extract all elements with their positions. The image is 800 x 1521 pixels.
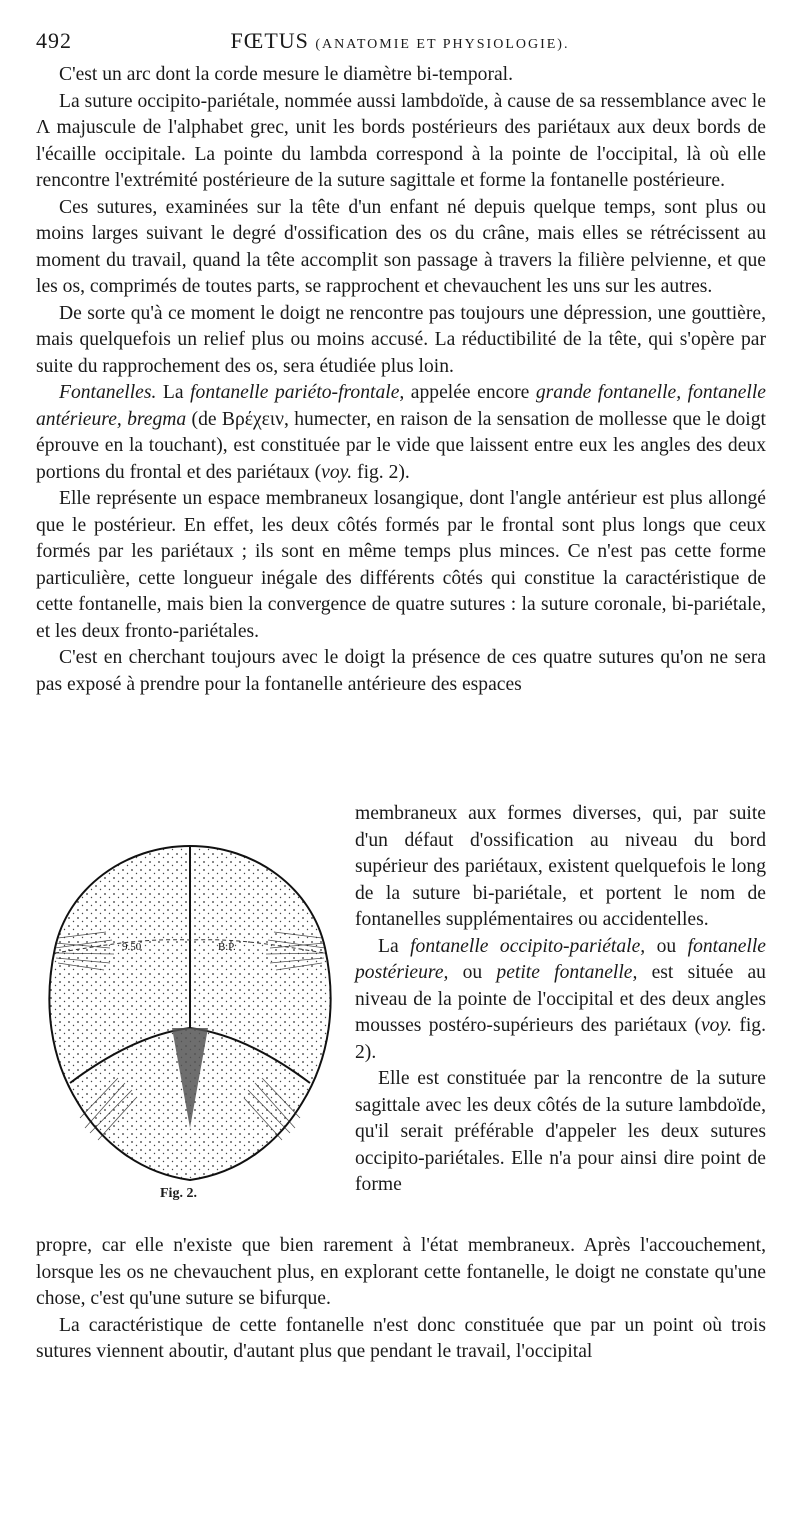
- figure-caption: Fig. 2.: [160, 1186, 197, 1201]
- paragraph: C'est un arc dont la corde mesure le diamètre bi-temporal.: [59, 64, 514, 85]
- paragraph: De sorte qu'à ce moment le doigt ne rencontre pas toujours une dépression, une gouttière, mais quelquefois un relief plus ou moins accusé. La réductibilité de la tête, qui s'opère par suite du rapprochement des os, sera étudiée plus loin.: [36, 302, 766, 377]
- text-run: fig. 2).: [355, 1015, 766, 1063]
- text-run: La: [156, 382, 191, 403]
- paragraph: La suture occipito-pariétale, nommée aussi lambdoïde, à cause de sa ressemblance avec le Λ majuscule de l'alphabet grec, unit les bords postérieurs des pariétaux aux deux bords de l'écaille occipitale. La pointe du lambda correspond à la pointe de l'occipital, là où elle rencontre l'extrémité postérieure de la suture sagittale et forme la fontanelle postérieure.: [36, 90, 766, 191]
- italic-term: fontanelle pariéto-frontale,: [190, 382, 405, 403]
- paragraph: C'est en cherchant toujours avec le doigt la présence de ces quatre sutures qu'on ne sera pas exposé à prendre pour la fontanelle antérieure des espaces: [36, 647, 766, 695]
- paragraph: propre, car elle n'existe que bien rarement à l'état membraneux. Après l'accouchement, lorsque les os ne chevauchent plus, en explorant cette fontanelle, le doigt ne constate qu'une chose, c'est qu'une suture se bifurque.: [36, 1235, 766, 1309]
- main-text: [36, 62, 766, 698]
- wrapped-text: [355, 801, 766, 1199]
- skull-illustration: [40, 828, 340, 1188]
- title-sub: (ANATOMIE ET PHYSIOLOGIE).: [315, 37, 570, 52]
- paragraph-posterior-fontanelle: [355, 934, 766, 1067]
- italic-term: grande fontanelle, fontanelle antérieure, bregma: [36, 382, 766, 430]
- text-run: (de Βρέχειν, humecter, en raison de la sensation de mollesse que le doigt éprouve en la touchant), est constituée par le vide que laissent entre eux les angles des deux portions du frontal et des pariétaux (: [36, 408, 766, 483]
- italic-term: fontanelle postérieure,: [355, 935, 766, 983]
- paragraph-fontanelles: [36, 380, 766, 486]
- paragraph: membraneux aux formes diverses, qui, par suite d'un défaut d'ossification au niveau du bord supérieur des pariétaux, existent quelquefois le long de la suture bi-pariétale, et portent le nom de fontanelles supplémentaires ou accidentelles.: [355, 803, 766, 930]
- text-run: La: [378, 935, 411, 957]
- figure-skull: [40, 828, 340, 1218]
- text-run: est située au niveau de la pointe de l'occipital et des deux angles mousses postéro-supérieurs des pariétaux (: [355, 962, 766, 1036]
- text-run: fig. 2).: [352, 461, 410, 483]
- italic-term: petite fontanelle,: [496, 962, 638, 983]
- running-title: [0, 28, 800, 54]
- figure-label-right: B.P.: [218, 941, 236, 953]
- figure-label-left: 9.50: [122, 941, 142, 953]
- paragraph: Ces sutures, examinées sur la tête d'un enfant né depuis quelque temps, sont plus ou moins larges suivant le degré d'ossification des os du crâne, mais elles se rétrécissent au moment du travail, quand la tête accomplit son passage à travers la filière pelvienne, et que les os, comprimés de toutes parts, se rapprochent et chevauchent les uns sur les autres.: [36, 196, 766, 297]
- text-run: ou: [645, 935, 688, 957]
- italic-term: voy.: [321, 461, 353, 483]
- italic-term: voy.: [700, 1015, 732, 1036]
- title-main: FŒTUS: [230, 28, 309, 53]
- paragraph: Elle est constituée par la rencontre de la suture sagittale avec les deux côtés de la suture lambdoïde, qu'il serait préférable d'appeler les deux sutures occipito-pariétales. Elle n'a pour ainsi dire point de forme: [355, 1068, 766, 1195]
- section-lead: Fontanelles.: [59, 382, 157, 403]
- italic-term: fontanelle occipito-pariétale,: [410, 935, 646, 957]
- text-run: ou: [448, 962, 497, 983]
- text-run: appelée encore: [404, 382, 536, 403]
- page-number: 492: [36, 28, 72, 53]
- closing-text: [36, 1233, 766, 1366]
- paragraph: Elle représente un espace membraneux losangique, dont l'angle antérieur est plus allongé que le postérieur. En effet, les deux côtés formés par le frontal sont plus longs que ceux formés par les pariétaux ; ils sont en même temps plus minces. Ce n'est pas cette forme particulière, cette longueur inégale des différents côtés qui constitue la caractéristique de cette fontanelle, mais bien la convergence de quatre sutures : la suture coronale, bi-pariétale, et les deux fronto-pariétales.: [36, 488, 766, 642]
- paragraph: La caractéristique de cette fontanelle n'est donc constituée que par un point où trois sutures viennent aboutir, d'autant plus que pendant le travail, l'occipital: [36, 1314, 766, 1362]
